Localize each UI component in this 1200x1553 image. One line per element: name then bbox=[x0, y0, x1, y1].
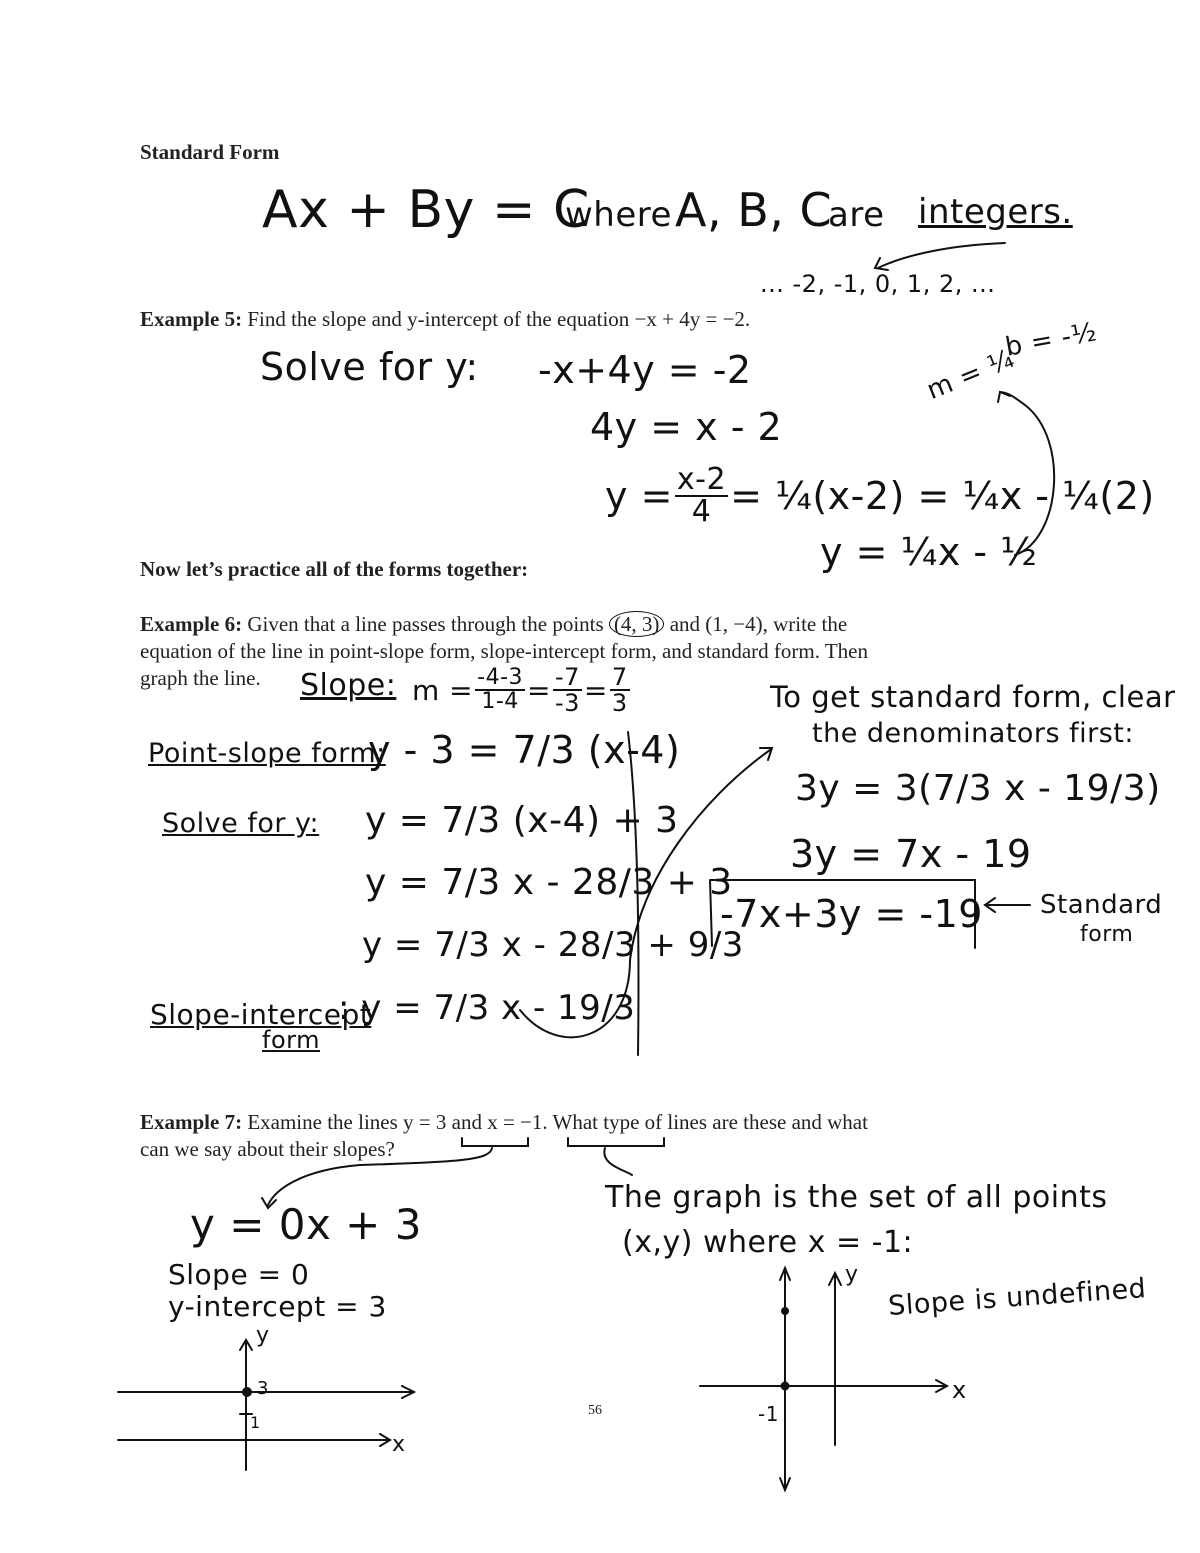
right-graph-tick-neg1: -1 bbox=[758, 1402, 779, 1426]
example7-line2: can we say about their slopes? bbox=[140, 1137, 395, 1161]
standard-form-heading: Standard Form bbox=[140, 140, 280, 164]
slope-num1: -4-3 bbox=[477, 665, 524, 690]
where-text: where bbox=[565, 195, 672, 235]
y3-curve-arrow bbox=[268, 1148, 492, 1205]
slope-num3: 7 bbox=[611, 663, 628, 691]
ex5-step3-num: x-2 bbox=[676, 462, 727, 497]
y-intercept-3: y-intercept = 3 bbox=[168, 1290, 387, 1323]
ex5-step3-rest: = ¼(x-2) = ¼x - ¼(2) bbox=[730, 474, 1155, 518]
ex5-step3-lhs: y = bbox=[605, 474, 673, 518]
example6-label: Example 6: bbox=[140, 612, 243, 636]
example5-text: Find the slope and y-intercept of the equation −x + 4y = −2. bbox=[247, 307, 751, 331]
practice-heading: Now let’s practice all of the forms together: bbox=[140, 557, 529, 581]
abc-text: A, B, C bbox=[675, 183, 833, 237]
example6-text2: and (1, −4), write the bbox=[669, 612, 848, 636]
right-graph-y-label: y bbox=[845, 1262, 859, 1287]
integers-text: integers. bbox=[918, 192, 1073, 232]
std-note-2: the denominators first: bbox=[812, 718, 1134, 749]
graph-note-1: The graph is the set of all points bbox=[605, 1180, 1108, 1215]
are-text: are bbox=[828, 195, 885, 235]
y-eq-0x-3: y = 0x + 3 bbox=[190, 1200, 422, 1249]
b-value: b = -½ bbox=[1003, 317, 1100, 363]
right-graph-point-axis bbox=[782, 1383, 789, 1390]
slope-calc: m = $\frac{-4-3}{1-4}$ = $\frac{-7}{-3}$ = $\frac{7}{3}$ bbox=[412, 663, 628, 717]
std-eq3-boxed: -7x+3y = -19 bbox=[720, 892, 983, 936]
example7-text1: Examine the lines y = 3 and x = −1. What type of lines are these and what bbox=[247, 1110, 868, 1134]
left-graph-tick-3: 3 bbox=[257, 1378, 269, 1399]
point-slope-label: Point-slope form: bbox=[148, 738, 386, 769]
std-note-1: To get standard form, clear bbox=[770, 680, 1176, 714]
slope-num2: -7 bbox=[554, 663, 580, 691]
point-slope-eq: y - 3 = 7/3 (x-4) bbox=[368, 728, 681, 772]
slope-intercept-label-1: Slope-intercept bbox=[150, 998, 372, 1031]
integers-arrow bbox=[878, 243, 1005, 268]
slope-den3: 3 bbox=[611, 689, 628, 717]
m-value: m = ¼ bbox=[922, 343, 1019, 407]
standard-form-equation: Ax + By = C bbox=[262, 180, 590, 240]
right-graph-x-label: x bbox=[952, 1376, 967, 1404]
integer-list: ... -2, -1, 0, 1, 2, ... bbox=[760, 270, 996, 298]
slope-intercept-eq: : y = 7/3 x - 19/3 bbox=[338, 988, 636, 1028]
solve-for-y-label: Solve for y: bbox=[162, 808, 320, 839]
left-graph-intercept-dot bbox=[243, 1388, 251, 1396]
example5-label: Example 5: bbox=[140, 307, 243, 331]
std-eq1: 3y = 3(7/3 x - 19/3) bbox=[795, 768, 1161, 809]
right-graph-point-top bbox=[782, 1308, 788, 1314]
ex5-step2: 4y = x - 2 bbox=[590, 405, 783, 449]
std-form-label-2: form bbox=[1080, 922, 1134, 947]
example6-line3: graph the line. bbox=[140, 666, 261, 690]
slope-to-standard-arrow bbox=[520, 750, 770, 1037]
bracket-x-1 bbox=[568, 1138, 664, 1146]
example6-divider bbox=[628, 732, 639, 1055]
slope-den1: 1-4 bbox=[481, 689, 519, 714]
page-number: 56 bbox=[588, 1403, 602, 1418]
slope-undefined: Slope is undefined bbox=[887, 1273, 1148, 1322]
std-form-label-1: Standard bbox=[1040, 890, 1163, 920]
solve-eq1: y = 7/3 (x-4) + 3 bbox=[365, 800, 679, 841]
slope-m: m = bbox=[412, 673, 474, 707]
slope-zero: Slope = 0 bbox=[168, 1258, 310, 1291]
example6-text1: Given that a line passes through the points bbox=[247, 612, 604, 636]
point-4-3-circled: (4, 3) bbox=[609, 611, 665, 637]
graph-note-2: (x,y) where x = -1: bbox=[622, 1225, 914, 1260]
slope-label: Slope: bbox=[300, 668, 397, 703]
example6-line2: equation of the line in point-slope form, slope-intercept form, and standard form. Then bbox=[140, 639, 868, 663]
mb-curve-arrow bbox=[1000, 392, 1054, 555]
slope-den2: -3 bbox=[554, 689, 580, 717]
bracket-y3 bbox=[462, 1138, 528, 1146]
solve-eq3: y = 7/3 x - 28/3 + 9/3 bbox=[362, 925, 744, 965]
example7-label: Example 7: bbox=[140, 1110, 243, 1134]
left-graph-tick-1: 1 bbox=[250, 1413, 261, 1432]
ex5-step4: y = ¼x - ½ bbox=[820, 530, 1038, 574]
std-eq2: 3y = 7x - 19 bbox=[790, 832, 1032, 876]
ex5-step3-den: 4 bbox=[691, 494, 712, 529]
slope-intercept-label-2: form bbox=[262, 1026, 320, 1054]
ex5-step1: -x+4y = -2 bbox=[538, 348, 752, 392]
left-graph-x-label: x bbox=[392, 1432, 406, 1457]
standard-form-box bbox=[710, 880, 975, 948]
solve-eq2: y = 7/3 x - 28/3 + 3 bbox=[365, 862, 733, 903]
solve-for-y: Solve for y: bbox=[260, 345, 479, 389]
left-graph-y-label: y bbox=[256, 1323, 270, 1348]
bracket-x-1-arrow bbox=[604, 1148, 632, 1175]
